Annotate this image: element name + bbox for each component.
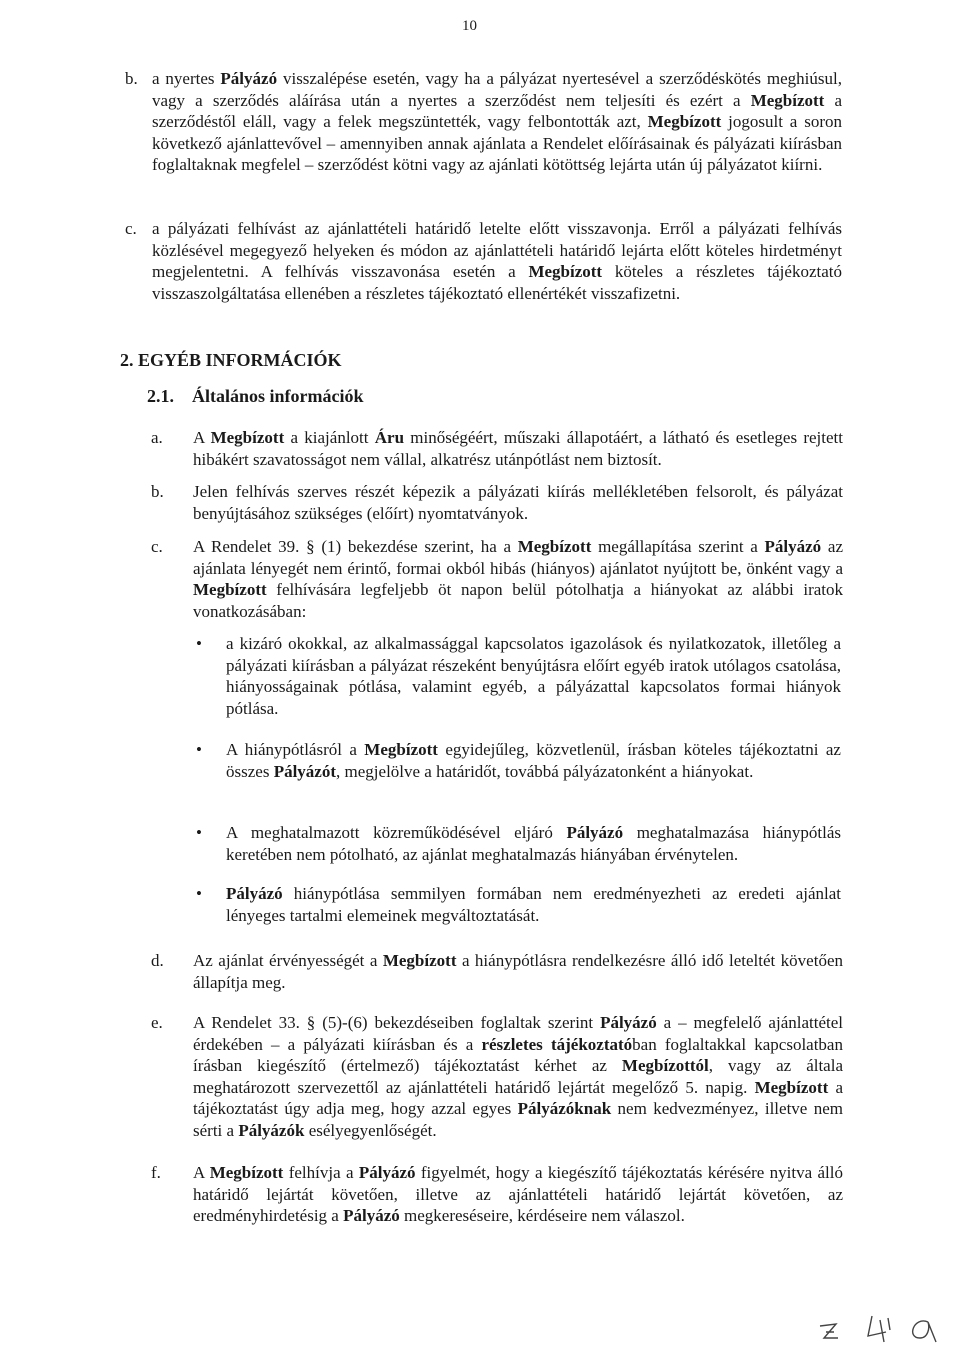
bold-term: Megbízott	[364, 740, 438, 759]
subsection-heading: 2.1. Általános információk	[147, 386, 364, 406]
bold-term: Megbízott	[754, 1077, 829, 1097]
item-marker: e.	[151, 1013, 163, 1032]
list-item	[196, 633, 841, 719]
bold-term: Megbízott	[382, 951, 457, 970]
bold-term: részletes tájékoztató	[481, 1034, 633, 1054]
bullet-icon: •	[196, 884, 202, 903]
bullet-icon: •	[196, 740, 202, 759]
item-marker: a.	[151, 428, 163, 447]
item-marker: c.	[125, 219, 137, 238]
page-number: 10	[462, 18, 477, 34]
bold-term: Pályázó	[220, 69, 278, 88]
item-b-top	[125, 68, 843, 176]
section-heading: 2. EGYÉB INFORMÁCIÓK	[120, 350, 342, 370]
list-item	[196, 883, 841, 926]
list-item-text: a kizáró okokkal, az alkalmassággal kapcsolatos igazolások és nyilatkozatok, illetőleg a pályázati kiírásban a pályázat részeként benyújtásra előírt egyéb iratok utólagos csatolása, hiányosságainak pótlása, valamint egyéb, a pályázattal kapcsolatos formai hiányok pótlása.	[226, 634, 841, 718]
bold-term: Megbízott	[517, 537, 592, 556]
bold-term: Megbízott	[528, 262, 603, 281]
item-marker: b.	[125, 69, 138, 88]
bold-term: Pályázó	[566, 823, 624, 842]
item-c-top	[125, 218, 842, 304]
item-text: A Rendelet 33. § (5)-(6) bekezdéseiben foglaltak szerint Pályázó a – megfelelő ajánlattétel érdekében – a pályázati kiírásban és a részletes tájékoztatóban foglaltakkal kapcsolatban írásban kiegészítő (értelmező) tájékoztatást kérhet az Megbízottól, vagy az általa meghatározott szervezettől az ajánlattételi határidő lejártát megelőző 5. napig. Megbízott a tájékoztatást úgy adja meg, hogy azzal egyes Pályázóknak nem kedvezményez, illetve nem sérti a Pályázók esélyegyenlőségét.	[193, 1013, 844, 1140]
item-marker: d.	[151, 951, 164, 970]
item-text: A Rendelet 39. § (1) bekezdése szerint, ha a Megbízott megállapítása szerint a Pályázó az ajánlata lényegét nem érintő, formai okból hibás (hiányos) ajánlatot nyújtott be, önként vagy a Megbízott felhívására legfeljebb öt napon belül pótolhatja a hiányokat az alábbi iratok vonatkozásában:	[193, 537, 843, 621]
list-item-text: Pályázó hiánypótlása semmilyen formában nem eredményezheti az eredeti ajánlat lényeges tartalmi elemeinek megváltoztatását.	[226, 884, 841, 925]
item-marker: b.	[151, 482, 164, 501]
item-f	[151, 1162, 844, 1227]
item-text: Jelen felhívás szerves részét képezik a pályázati kiírás mellékletében felsorolt, és pályázat benyújtásához szükséges (előírt) nyomtatványok.	[193, 482, 843, 523]
item-a	[151, 427, 843, 470]
bold-term: Pályázó	[358, 1163, 416, 1182]
item-text: a pályázati felhívást az ajánlattételi határidő letelte előtt visszavonja. Erről a pályázati felhívás közlésével megegyező helyeken és módon az ajánlattételi határidő lejárta előtt köteles hirdetményt megjelentetni. A felhívás visszavonása esetén a Megbízott köteles a részletes tájékoztató visszaszolgáltatása ellenében a részletes tájékoztató ellenértékét visszafizetni.	[152, 219, 842, 303]
item-text: A Megbízott felhívja a Pályázó figyelmét, hogy a kiegészítő tájékoztatás kérésére nyitva álló határidő lejártát követően, illetve az ajánlattételi határidő lejártát követően, az eredményhirdetésig a Pályázó megkereséseire, kérdéseire nem válaszol.	[193, 1163, 844, 1225]
list-item	[196, 822, 842, 865]
list-item-text: A meghatalmazott közreműködésével eljáró Pályázó meghatalmazása hiánypótlás keretében nem pótolható, az ajánlat meghatalmazás hiányában érvénytelen.	[226, 823, 842, 864]
bold-term: Megbízottól	[621, 1056, 709, 1075]
bold-term: Pályázó	[600, 1013, 657, 1032]
item-marker: c.	[151, 537, 163, 556]
bullet-icon: •	[196, 634, 202, 653]
item-text: A Megbízott a kiajánlott Áru minőségéért, műszaki állapotáért, a látható és esetleges rejtett hibákért szavatosságot nem vállal, alkatrész utánpótlást nem biztosít.	[193, 428, 843, 469]
bold-term: Megbízott	[210, 428, 285, 447]
item-text: Az ajánlat érvényességét a Megbízott a hiánypótlásra rendelkezésre álló idő leteltét követően állapítja meg.	[193, 951, 843, 992]
bold-term: Pályázóknak	[517, 1099, 612, 1118]
bold-term: Pályázó	[226, 884, 283, 903]
bold-term: Pályázót	[273, 761, 337, 781]
list-item	[196, 739, 841, 782]
bold-term: Megbízott	[209, 1163, 284, 1182]
item-d	[151, 950, 843, 993]
bold-term: Pályázó	[343, 1206, 400, 1225]
bold-term: Megbízott	[193, 580, 267, 599]
item-marker: f.	[151, 1163, 161, 1182]
item-c	[151, 536, 843, 622]
bold-term: Megbízott	[647, 112, 722, 131]
bold-term: Pályázók	[238, 1120, 305, 1140]
item-e	[151, 1012, 844, 1141]
list-item-text: A hiánypótlásról a Megbízott egyidejűleg, közvetlenül, írásban köteles tájékoztatni az összes Pályázót, megjelölve a határidőt, továbbá pályázatonként a hiányokat.	[226, 740, 841, 781]
bold-term: Áru	[374, 428, 405, 447]
handwritten-initials	[810, 1308, 950, 1352]
bold-term: Pályázó	[764, 537, 822, 556]
item-b	[151, 481, 843, 524]
item-text: a nyertes Pályázó visszalépése esetén, vagy ha a pályázat nyertesével a szerződéskötés meghiúsul, vagy a szerződés aláírása után a nyertes a szerződést nem teljesíti és ezért a Megbízott a szerződéstől eláll, vagy a felek megszüntették, vagy felbontották azt, Megbízott jogosult a soron következő ajánlattevővel – amennyiben annak ajánlata a Rendelet előírásainak és pályázati kiírásban foglaltaknak megfelel – szerződést kötni vagy az ajánlati kötöttség lejárta után új pályázatot kiírni.	[152, 69, 843, 174]
bullet-icon: •	[196, 823, 202, 842]
bold-term: Megbízott	[750, 90, 825, 110]
